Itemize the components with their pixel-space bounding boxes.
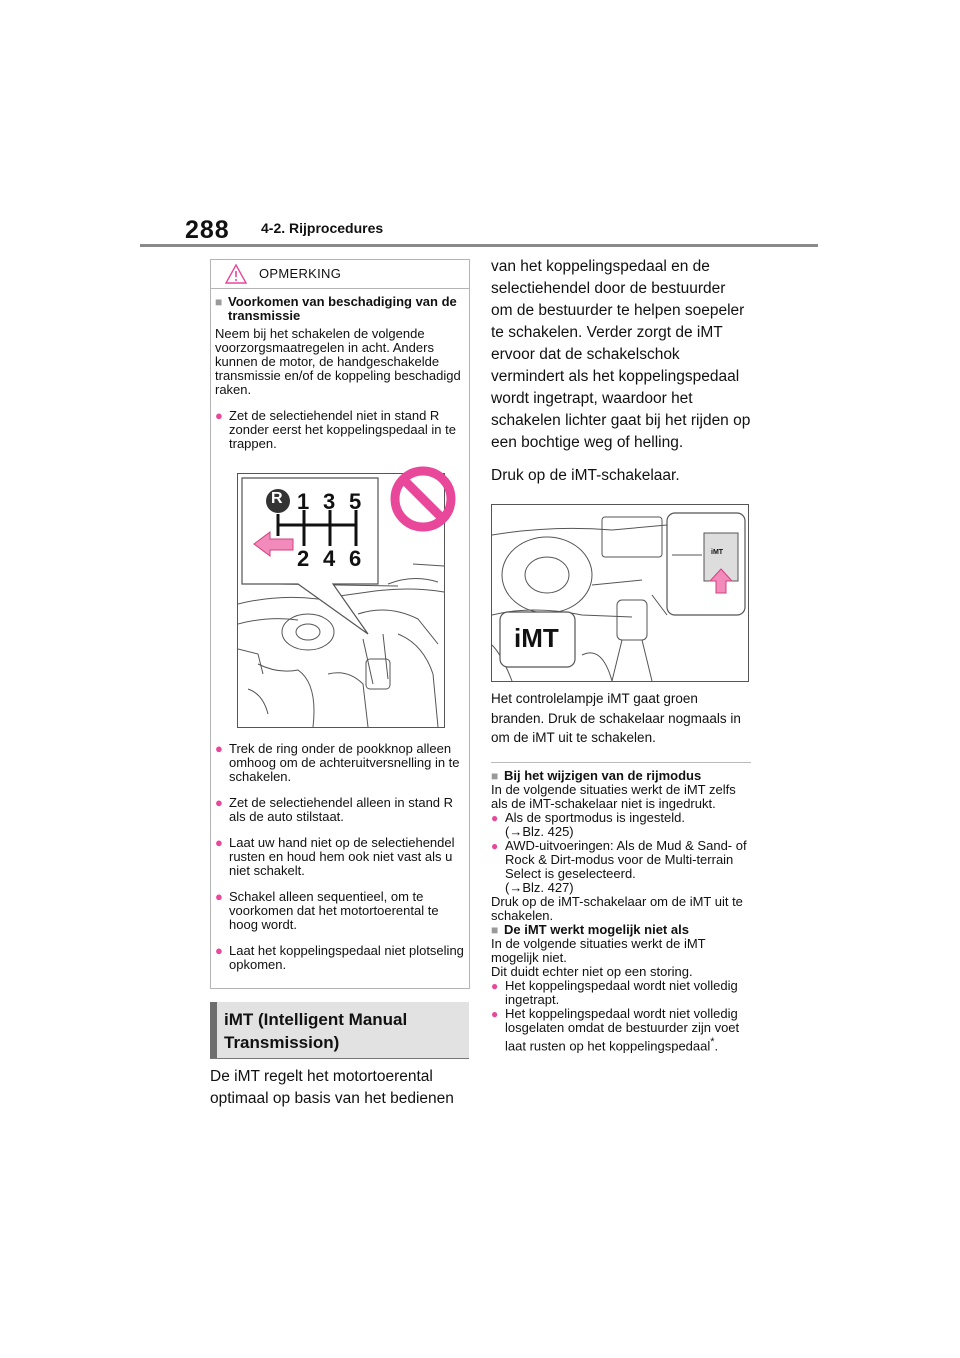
gear-label-2: 2 (297, 546, 310, 571)
bullet-dot-icon: ● (491, 810, 499, 825)
gear-label-4: 4 (323, 546, 336, 571)
bullet-dot-icon: ● (215, 408, 223, 423)
warning-triangle-icon (225, 264, 247, 284)
left-column (210, 259, 470, 1107)
banner-accent-bar (210, 1002, 217, 1058)
bullet-dot-icon: ● (215, 835, 223, 850)
gear-label-r: R (271, 490, 283, 507)
bullet-dot-icon: ● (491, 978, 499, 993)
gear-label-3: 3 (323, 489, 336, 514)
notice-bullet: ● Trek de ring onder de pookknop alleen omhoog om de achteruitversnelling in te schakelen. (215, 741, 460, 784)
page-reference: (→Blz. 427) (505, 879, 574, 895)
bullet-dot-icon: ● (491, 1006, 499, 1021)
section-banner (210, 1002, 469, 1059)
illustration-caption: Het controlelampje iMT gaat groen branden. Druk de schakelaar nogmaals in om de iMT uit te schakelen. (491, 691, 741, 745)
notice-box (210, 259, 470, 989)
section-heading: iMT (Intelligent Manual Transmission) (224, 1010, 408, 1052)
info-bullet: ● AWD-uitvoeringen: Als de Mud & Sand- of Rock & Dirt-modus voor de Multi-terrain Select is geselecteerd. (→Blz. 427) (491, 837, 747, 895)
square-bullet-icon: ■ (491, 922, 499, 937)
body-text-left: De iMT regelt het motortoerental optimaal op basis van het bedienen (210, 1068, 454, 1107)
notice-header (211, 260, 469, 289)
footnote-mark: * (710, 1035, 715, 1048)
gear-label-1: 1 (297, 489, 310, 514)
bullet-dot-icon: ● (215, 795, 223, 810)
notice-intro: Neem bij het schakelen de volgende voorzorgsmaatregelen in acht. Anders kunnen de motor, de handgeschakelde transmissie en/of de koppeling beschadigd raken. (215, 326, 461, 397)
info-text: Dit duidt echter niet op een storing. (491, 963, 693, 979)
gear-label-6: 6 (349, 546, 362, 571)
gear-shift-illustration (237, 473, 445, 728)
bullet-dot-icon: ● (215, 741, 223, 756)
bullet-dot-icon: ● (215, 889, 223, 904)
notice-bullet: ● Laat het koppelingspedaal niet plotseling opkomen. (215, 943, 464, 972)
dashboard-drawing (492, 505, 748, 681)
info-text: Druk op de iMT-schakelaar om de iMT uit te schakelen. (491, 893, 743, 923)
notice-heading: ■ Voorkomen van beschadiging van de transmissie (215, 294, 457, 323)
info-heading: ■ De iMT werkt mogelijk niet als (491, 921, 689, 937)
notice-bullet: ● Laat uw hand niet op de selectiehendel rusten en houd hem ook niet vast als u niet schakelt. (215, 835, 455, 878)
imt-switch-label: iMT (711, 549, 724, 556)
gear-label-5: 5 (349, 489, 362, 514)
square-bullet-icon: ■ (491, 768, 499, 783)
notice-title: OPMERKING (259, 266, 342, 281)
square-bullet-icon: ■ (215, 295, 223, 309)
page-reference: (→Blz. 425) (505, 823, 574, 839)
bullet-dot-icon: ● (491, 838, 499, 853)
section-title: 4-2. Rijprocedures (261, 220, 384, 236)
instruction-text: Druk op de iMT-schakelaar. (491, 467, 680, 484)
section-divider (491, 762, 751, 763)
notice-bullet: ● Schakel alleen sequentieel, om te voorkomen dat het motortoerental te hoog wordt. (215, 889, 439, 932)
imt-callout-label: iMT (514, 623, 559, 653)
body-text-right: van het koppelingspedaal en de selectiehendel door de bestuurder om de bestuurder te helpen soepeler te schakelen. Verder zorgt de iMT ervoor dat de schakelschok vermindert als het koppelingspedaal wordt ingetrapt, waardoor het schakelen lichter gaat bij het rijden op een bochtige weg of helling. (491, 258, 751, 451)
bullet-dot-icon: ● (215, 943, 223, 958)
header-divider (140, 244, 818, 247)
info-text: In de volgende situaties werkt de iMT zelfs als de iMT-schakelaar niet is ingedrukt. (491, 781, 736, 811)
info-bullet: ● Het koppelingspedaal wordt niet volledig losgelaten omdat de bestuurder zijn voet laat rusten op het koppelingspedaal*. (491, 1005, 740, 1053)
info-driving-mode (491, 769, 751, 1053)
imt-switch-illustration (491, 504, 749, 682)
right-column (491, 256, 751, 1053)
info-bullet: ● Het koppelingspedaal wordt niet volledig ingetrapt. (491, 977, 738, 1007)
info-text: In de volgende situaties werkt de iMT mogelijk niet. (491, 935, 706, 965)
info-bullet: ● Als de sportmodus is ingesteld. (→Blz. 425) (491, 809, 685, 839)
page-number: 288 (185, 216, 230, 244)
notice-bullet: ● Zet de selectiehendel niet in stand R zonder eerst het koppelingspedaal in te trappen. (215, 408, 456, 451)
notice-bullet: ● Zet de selectiehendel alleen in stand R als de auto stilstaat. (215, 795, 454, 824)
prohibited-icon (388, 464, 458, 534)
info-heading: ■ Bij het wijzigen van de rijmodus (491, 767, 702, 783)
